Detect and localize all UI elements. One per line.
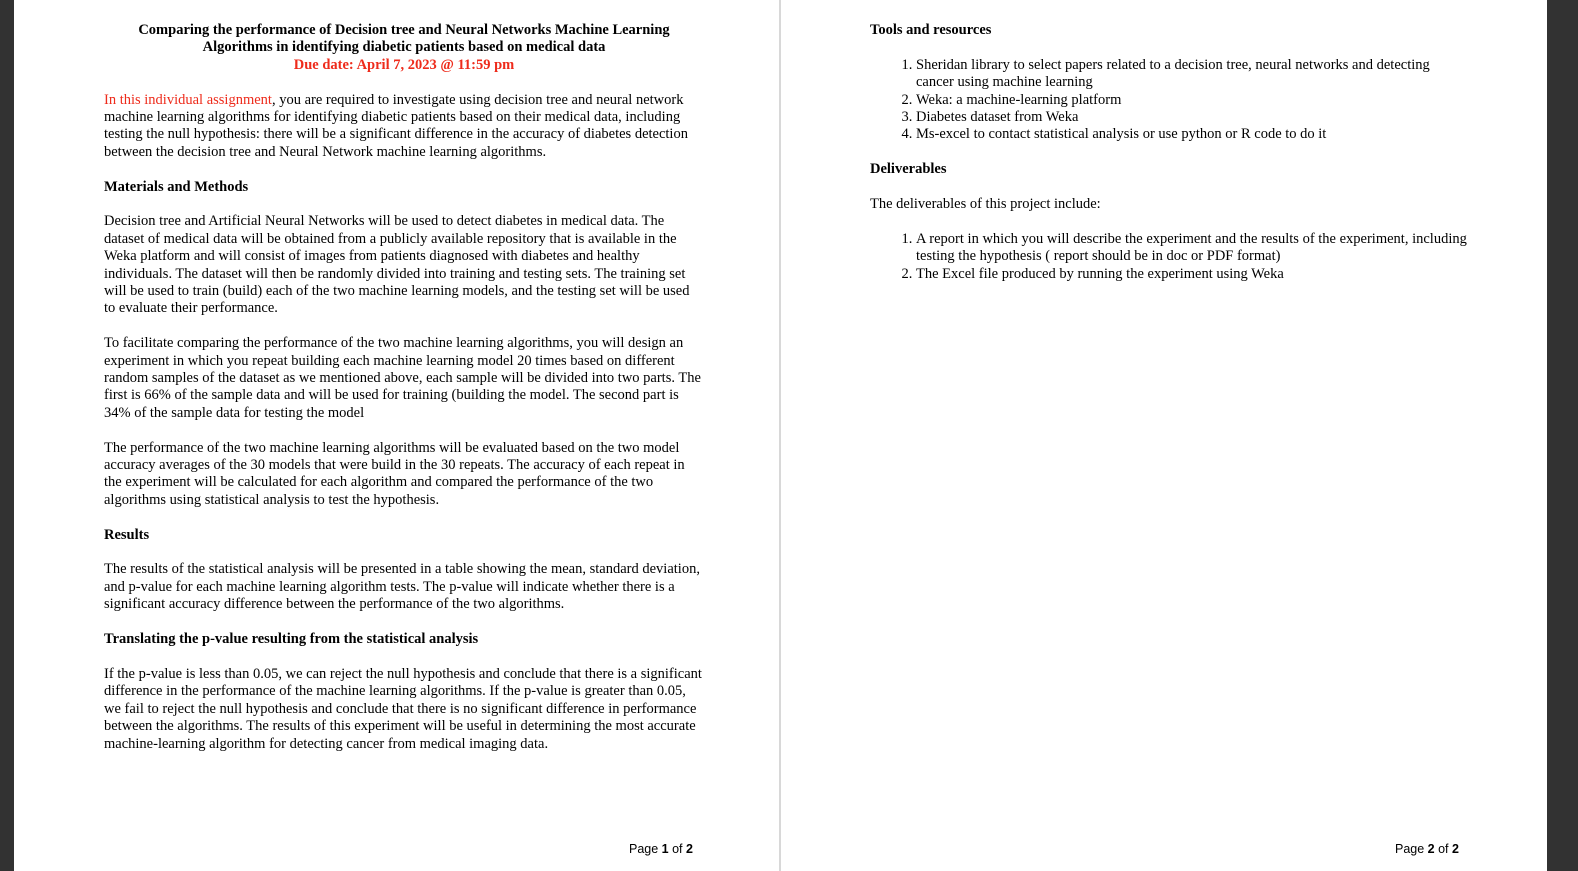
page-current: 2 (1427, 842, 1435, 856)
intro-text: , you are required to investigate using decision tree and neural network machine learning algorithms for identifying diabetic patients based on their medical data, including testing the null hypothesis: there will be a significant difference in the accuracy of diabetes detection between the decision tree and Neural Network machine learning algorithms. (104, 91, 688, 160)
page-label: Page (629, 842, 662, 856)
materials-paragraph-2: To facilitate comparing the performance of the two machine learning algorithms, you will design an experiment in which you repeat building each machine learning model 20 times based on different random samples of the dataset as we mentioned above, each sample will be divided into two parts. The first is 66% of the sample data and will be used for training (building the model. The second part is 34% of the sample data for testing the model (104, 335, 701, 421)
deliverables-heading: Deliverables (870, 161, 947, 178)
page-total: 2 (1452, 842, 1459, 856)
page-total: 2 (686, 842, 693, 856)
page-of: of (668, 842, 686, 856)
list-item: 1. A report in which you will describe the experiment and the results of the experiment, including testing the hypothesis ( report should be in doc or PDF format) (916, 231, 1470, 266)
list-item: 4. Ms-excel to contact statistical analysis or use python or R code to do it (916, 126, 1470, 143)
page-2-content (870, 22, 1470, 283)
page-number-2 (1395, 842, 1459, 856)
document-title-line-1: Comparing the performance of Decision tree and Neural Networks Machine Learning (138, 22, 670, 38)
list-item: 3. Diabetes dataset from Weka (916, 109, 1470, 126)
list-item: 2. Weka: a machine-learning platform (916, 92, 1470, 109)
page-current: 1 (661, 842, 669, 856)
intro-highlight: In this individual assignment (104, 91, 272, 108)
page-of: of (1434, 842, 1452, 856)
due-date: Due date: April 7, 2023 @ 11:59 pm (293, 56, 515, 73)
pvalue-paragraph: If the p-value is less than 0.05, we can reject the null hypothesis and conclude that there is a significant difference in the performance of the machine learning algorithms. If the p-value is greater than 0.05, we fail to reject the null hypothesis and conclude that there is no significant difference in performance between the algorithms. The results of this experiment will be useful in determining the most accurate machine-learning algorithm for detecting cancer from medical imaging data. (104, 665, 702, 752)
tools-list (870, 57, 1470, 144)
document-page-2 (781, 0, 1547, 871)
tools-heading: Tools and resources (870, 22, 992, 38)
intro-paragraph (104, 92, 704, 162)
deliverables-list (870, 231, 1470, 283)
materials-paragraph-3: The performance of the two machine learning algorithms will be evaluated based on the two model accuracy averages of the 30 models that were build in the 30 repeats. The accuracy of each repeat in the experiment will be calculated for each algorithm and compared the performance of the two algorithms using statistical analysis to test the hypothesis. (104, 439, 685, 508)
results-paragraph: The results of the statistical analysis will be presented in a table showing the mean, standard deviation, and p-value for each machine learning algorithm tests. The p-value will indicate whether there is a significant accuracy difference between the performance of the two algorithms. (104, 561, 700, 613)
list-item: 1. Sheridan library to select papers related to a decision tree, neural networks and detecting cancer using machine learning (916, 57, 1470, 92)
page-number-1 (629, 842, 693, 856)
results-heading: Results (104, 526, 150, 543)
page-1-content (104, 22, 704, 753)
pvalue-heading: Translating the p-value resulting from the statistical analysis (104, 631, 479, 648)
page-label: Page (1395, 842, 1428, 856)
deliverables-intro: The deliverables of this project include: (870, 196, 1101, 213)
document-page-1 (14, 0, 779, 871)
materials-paragraph-1: Decision tree and Artificial Neural Networks will be used to detect diabetes in medical data. The dataset of medical data will be obtained from a publicly available repository that is available in the Weka platform and will consist of images from patients diagnosed with diabetes and healthy individuals. The dataset will then be randomly divided into training and testing sets. The training set will be used to train (build) each of the two machine learning models, and the testing set will be used to evaluate their performance. (104, 213, 690, 317)
list-item: 2. The Excel file produced by running the experiment using Weka (916, 266, 1470, 283)
document-title-line-2: Algorithms in identifying diabetic patients based on medical data (202, 39, 606, 56)
materials-heading: Materials and Methods (104, 178, 249, 195)
